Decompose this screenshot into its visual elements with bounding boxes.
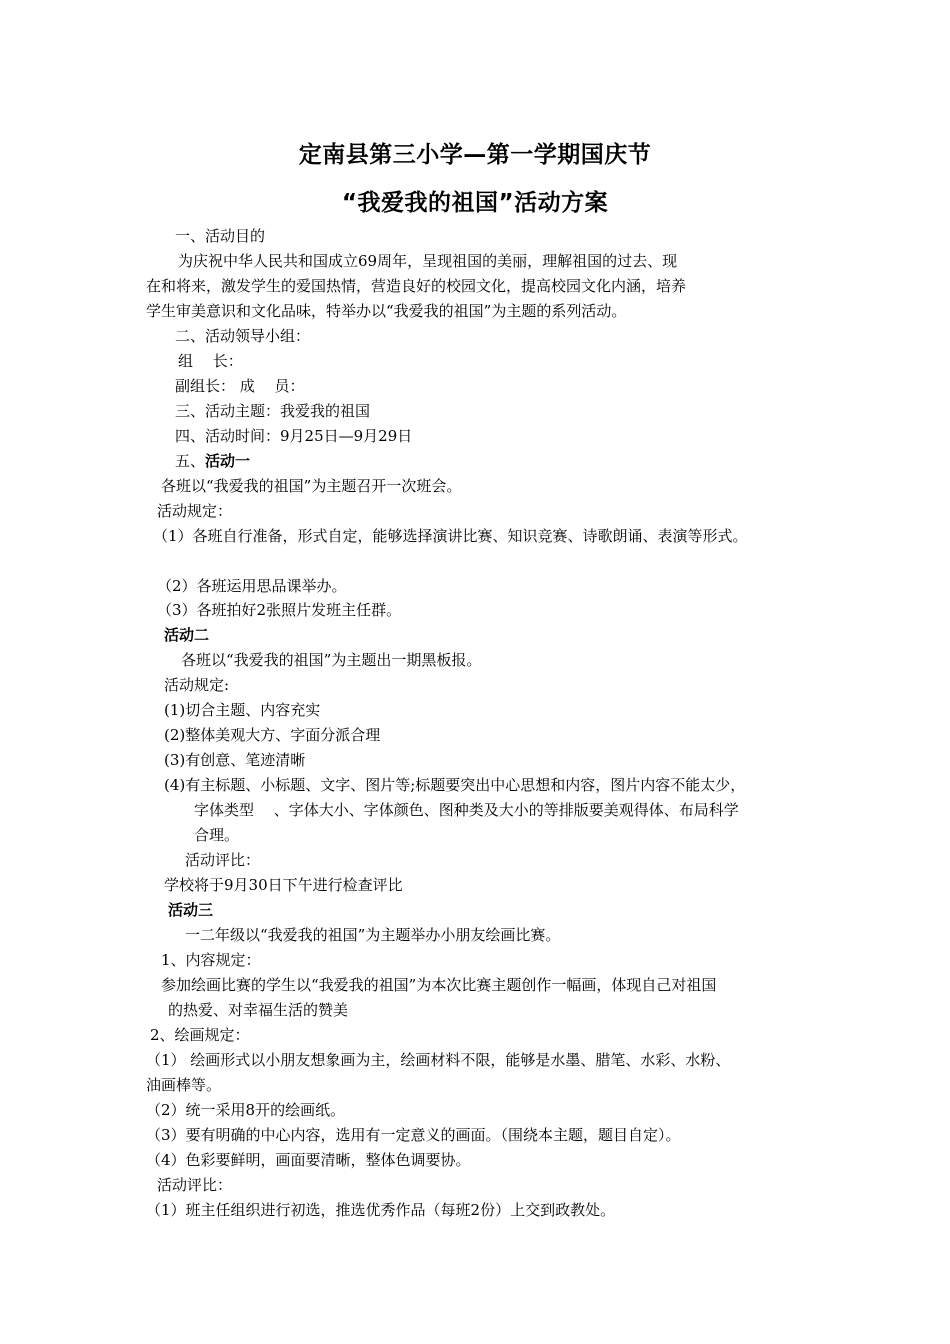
section-heading: 一、活动目的 (175, 227, 266, 245)
text-line: 活动评比： (157, 1176, 233, 1194)
section-heading: 三、活动主题：我爱我的祖国 (175, 402, 371, 420)
document-subtitle: “我爱我的祖国”活动方案 (341, 190, 609, 216)
text-line: 学校将于9月30日下午进行检查评比 (164, 876, 403, 894)
list-item: （2）各班运用思品课举办。 (157, 577, 347, 595)
list-item: （1）班主任组织进行初选，推选优秀作品（每班2份）上交到政教处。 (146, 1201, 616, 1219)
section-heading: 四、活动时间：9月25日—9月29日 (175, 427, 413, 445)
list-item-continued: 合理。 (194, 826, 240, 844)
activity-heading: 活动一 (205, 452, 251, 470)
paragraph-line: 的热爱、对幸福生活的赞美 (168, 1001, 349, 1019)
text-line: 活动评比： (185, 851, 261, 869)
paragraph-line: 为庆祝中华人民共和国成立69周年，呈现祖国的美丽，理解祖国的过去、现 (178, 252, 678, 270)
list-item-continued: 字体类型 、字体大小、字体颜色、图种类及大小的等排版要美观得体、布局科学 (194, 801, 739, 819)
text-line: 各班以“我爱我的祖国”为主题出一期黑板报。 (181, 651, 482, 669)
text-line: 副组长： 成 员： (175, 377, 305, 395)
list-item: (2)整体美观大方、字面分派合理 (164, 726, 381, 744)
activity-heading: 活动二 (164, 626, 210, 644)
text-line: 一二年级以“我爱我的祖国”为主题举办小朋友绘画比赛。 (185, 926, 561, 944)
text-line: 各班以“我爱我的祖国”为主题召开一次班会。 (161, 477, 462, 495)
paragraph-line: 参加绘画比赛的学生以“我爱我的祖国”为本次比赛主题创作一幅画，体现自己对祖国 (161, 976, 717, 994)
list-item: （3）要有明确的中心内容，选用有一定意义的画面。（围绕本主题，题目自定）。 (146, 1126, 681, 1144)
text-line: 1、内容规定： (161, 951, 261, 969)
list-item: (1)切合主题、内容充实 (164, 701, 321, 719)
list-item: （1）各班自行准备，形式自定，能够选择演讲比赛、知识竞赛、诗歌朗诵、表演等形式。 (153, 527, 748, 545)
list-item: （2）统一采用8开的绘画纸。 (146, 1101, 346, 1119)
text-line: 2、绘画规定： (150, 1026, 250, 1044)
activity-heading: 活动三 (168, 901, 214, 919)
document-title: 定南县第三小学—第一学期国庆节 (298, 142, 652, 168)
list-item: （1） 绘画形式以小朋友想象画为主，绘画材料不限，能够是水墨、腊笔、水彩、水粉、 (146, 1051, 731, 1069)
list-item: （4）色彩要鲜明，画面要清晰，整体色调要协。 (146, 1151, 471, 1169)
section-heading (175, 451, 250, 471)
section-number: 五、 (175, 452, 206, 470)
text-line: 活动规定: (164, 676, 230, 694)
list-item: (3)有创意、笔迹清晰 (164, 751, 306, 769)
text-line: 组 长： (178, 352, 243, 370)
list-item: （3）各班拍好2张照片发班主任群。 (157, 601, 402, 619)
list-item: (4)有主标题、小标题、文字、图片等;标题要突出中心思想和内容，图片内容不能太少， (164, 776, 746, 794)
list-item-continued: 油画棒等。 (146, 1076, 222, 1094)
text-line: 活动规定： (157, 502, 233, 520)
section-heading: 二、活动领导小组： (175, 327, 311, 345)
paragraph-line: 在和将来，激发学生的爱国热情，营造良好的校园文化，提高校园文化内涵，培养 (146, 277, 687, 295)
paragraph-line: 学生审美意识和文化品味，特举办以“我爱我的祖国”为主题的系列活动。 (146, 302, 627, 320)
